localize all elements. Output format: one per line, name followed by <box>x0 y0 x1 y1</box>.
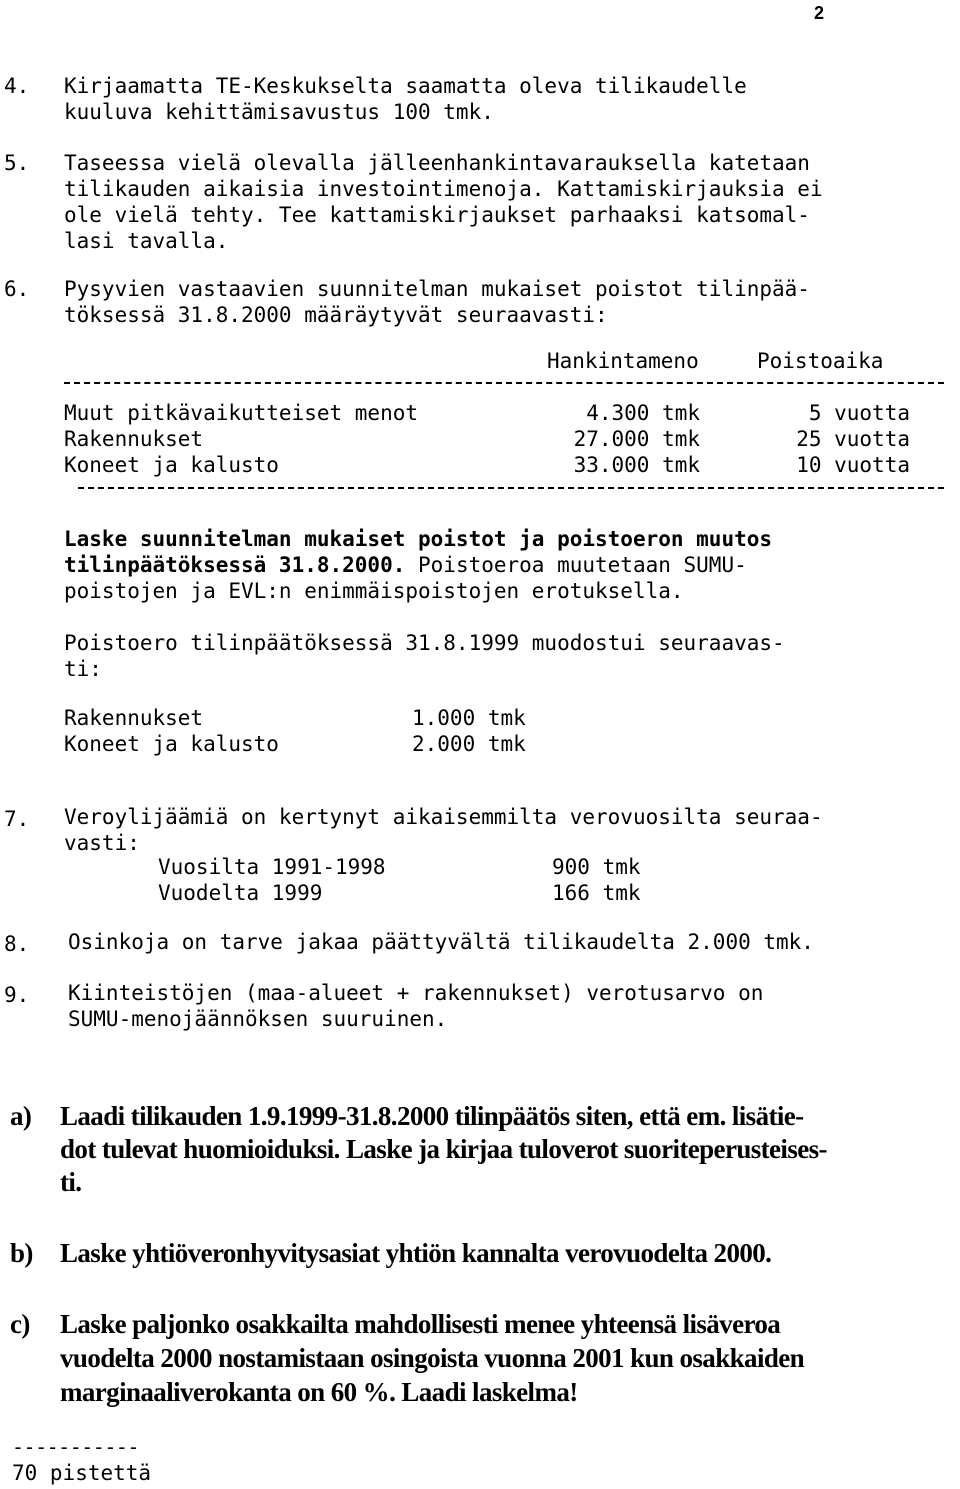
task-6-bold-line-2: tilinpäätöksessä 31.8.2000. <box>64 553 406 577</box>
poistoero-line-2: ti: <box>64 657 102 681</box>
task-6-line-3: poistojen ja EVL:n enimmäispoistojen erotuksella. <box>64 579 684 603</box>
poistoero-row-1-value: 1.000 tmk <box>412 706 526 730</box>
poistoero-row-2-value: 2.000 tmk <box>412 732 526 756</box>
question-a-line-3: ti. <box>60 1167 82 1197</box>
item-7-number: 7. <box>4 807 30 831</box>
table-row-1-cost: 4.300 tmk <box>586 401 700 425</box>
item-5-line-2: tilikauden aikaisia investointimenoja. Kattamiskirjauksia ei <box>64 177 823 201</box>
table-row-2-name: Rakennukset <box>64 427 204 451</box>
question-c-line-1: Laske paljonko osakkailta mahdollisesti menee yhteensä lisäveroa <box>60 1309 781 1339</box>
item-7-line-1: Veroylijäämiä on kertynyt aikaisemmilta verovuosilta seuraa- <box>64 805 823 829</box>
item-4-line-2: kuuluva kehittämisavustus 100 tmk. <box>64 100 494 124</box>
question-c-line-3: marginaaliverokanta on 60 %. Laadi laskelma! <box>60 1377 578 1407</box>
table-header-period: Poistoaika <box>757 349 884 373</box>
item-8-text: Osinkoja on tarve jakaa päättyvältä tilikaudelta 2.000 tmk. <box>68 930 814 954</box>
item-7-row-2-name: Vuodelta 1999 <box>158 881 323 905</box>
item-9-line-2: SUMU-menojäännöksen suuruinen. <box>68 1007 448 1031</box>
table-header-cost: Hankintameno <box>547 349 699 373</box>
poistoero-row-2-name: Koneet ja kalusto <box>64 732 279 756</box>
question-a-line-2: dot tulevat huomioiduksi. Laske ja kirjaa tuloverot suoriteperusteises- <box>60 1134 827 1164</box>
table-row-2-period: 25 vuotta <box>796 427 910 451</box>
item-6-line-1: Pysyvien vastaavien suunnitelman mukaiset poistot tilinpää- <box>64 277 810 301</box>
question-b-line-1: Laske yhtiöveronhyvitysasiat yhtiön kannalta verovuodelta 2000. <box>60 1238 772 1268</box>
item-7-line-2: vasti: <box>64 831 140 855</box>
task-6-line-2 <box>64 552 747 578</box>
question-c-line-2: vuodelta 2000 nostamistaan osingoista vuonna 2001 kun osakkaiden <box>60 1343 805 1373</box>
item-6-line-2: töksessä 31.8.2000 määräytyvät seuraavasti: <box>64 303 608 327</box>
table-row-3-period: 10 vuotta <box>796 453 910 477</box>
item-9-number: 9. <box>4 983 30 1007</box>
table-row-3-cost: 33.000 tmk <box>573 453 700 477</box>
task-6-bold-line-1: Laske suunnitelman mukaiset poistot ja poistoeron muutos <box>64 527 773 551</box>
question-a-label: a) <box>10 1101 32 1131</box>
poistoero-row-1-name: Rakennukset <box>64 706 204 730</box>
question-b-label: b) <box>10 1238 33 1268</box>
item-5-number: 5. <box>4 151 30 175</box>
item-8-number: 8. <box>4 932 30 956</box>
item-5-line-1: Taseessa vielä olevalla jälleenhankintavarauksella katetaan <box>64 151 810 175</box>
task-6-line-2-rest: Poistoeroa muutetaan SUMU- <box>405 553 747 577</box>
question-c-label: c) <box>10 1309 30 1339</box>
item-5-line-3: ole vielä tehty. Tee kattamiskirjaukset parhaaksi katsomal- <box>64 203 810 227</box>
item-7-row-1-name: Vuosilta 1991-1998 <box>158 855 386 879</box>
page-number: 2 <box>814 3 825 23</box>
item-6-number: 6. <box>4 277 30 301</box>
item-7-row-2-value: 166 tmk <box>552 881 641 905</box>
item-7-row-1-value: 900 tmk <box>552 855 641 879</box>
table-row-1-period: 5 vuotta <box>808 401 910 425</box>
footer-rule: ----------- <box>12 1435 139 1459</box>
table-row-1-name: Muut pitkävaikutteiset menot <box>64 401 419 425</box>
table-top-rule <box>64 382 944 384</box>
item-9-line-1: Kiinteistöjen (maa-alueet + rakennukset) verotusarvo on <box>68 981 764 1005</box>
question-a-line-1: Laadi tilikauden 1.9.1999-31.8.2000 tilinpäätös siten, että em. lisätie- <box>60 1101 804 1131</box>
poistoero-line-1: Poistoero tilinpäätöksessä 31.8.1999 muodostui seuraavas- <box>64 631 785 655</box>
item-4-line-1: Kirjaamatta TE-Keskukselta saamatta oleva tilikaudelle <box>64 74 747 98</box>
table-bottom-rule <box>78 487 944 489</box>
footer-points: 70 pistettä <box>12 1461 152 1485</box>
item-4-number: 4. <box>4 74 30 98</box>
item-5-line-4: lasi tavalla. <box>64 229 229 253</box>
table-row-2-cost: 27.000 tmk <box>573 427 700 451</box>
table-row-3-name: Koneet ja kalusto <box>64 453 279 477</box>
